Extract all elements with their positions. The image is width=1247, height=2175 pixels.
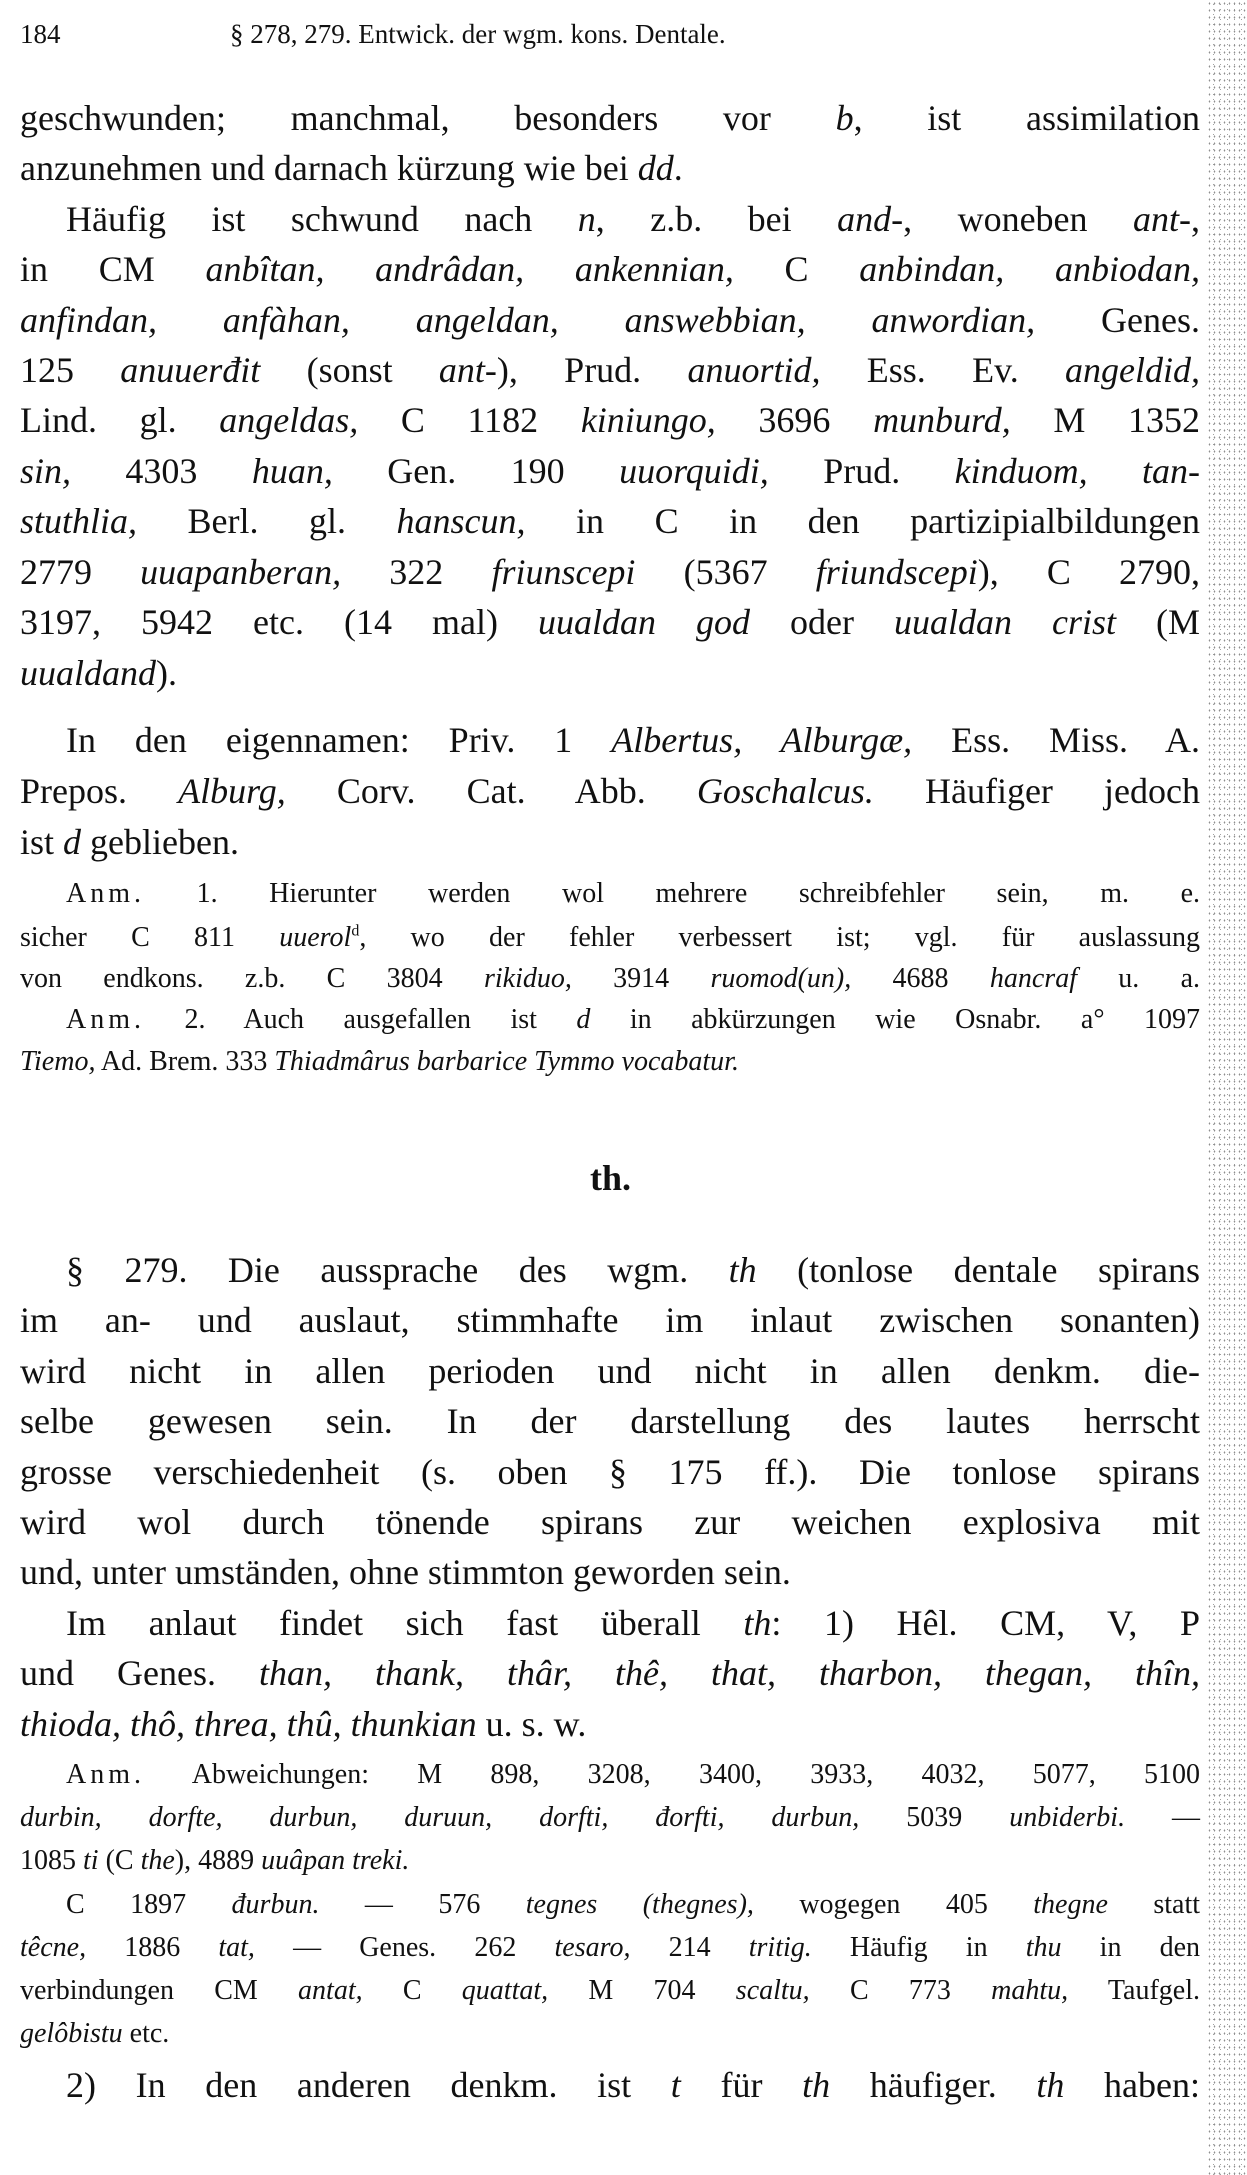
text-run: etc.	[122, 2018, 170, 2049]
italic-text: durbin, dorfte, durbun, duruun, dorfti, đorfti, durbun,	[20, 1802, 860, 1833]
body-text-line	[66, 722, 1200, 762]
italic-text: thu	[1025, 1932, 1062, 1963]
text-run: wird nicht in allen perioden und nicht in allen denkm. die-	[20, 1351, 1200, 1391]
text-run: C	[362, 1975, 462, 2006]
italic-text: Tiemo,	[20, 1046, 96, 1077]
italic-text: unbiderbi.	[1009, 1802, 1126, 1833]
italic-text: d	[63, 822, 82, 862]
text-run: C 1897	[66, 1889, 232, 1920]
text-run: — 576	[319, 1889, 526, 1920]
note-text-line	[20, 1048, 1200, 1080]
body-text-line	[20, 604, 1200, 644]
italic-text: ti	[83, 1845, 99, 1876]
text-run: In den eigennamen: Priv. 1	[66, 720, 612, 760]
italic-text: tegnes (thegnes),	[525, 1889, 754, 1920]
text-run: 1. Hierunter werden wol mehrere schreibfehler sein, m. e.	[145, 878, 1200, 909]
italic-text: anfindan, anfàhan, angeldan, answebbian, anwordian,	[20, 300, 1036, 340]
italic-text: uuerol	[279, 922, 352, 953]
italic-text: ant-	[438, 350, 497, 390]
text-run: Anm.	[66, 1759, 145, 1790]
italic-text: the	[140, 1845, 175, 1876]
italic-text: tat,	[218, 1932, 255, 1963]
text-run: in C in den partizipialbildungen	[525, 501, 1200, 541]
body-text-line	[20, 1706, 1200, 1746]
italic-text: tesaro,	[554, 1932, 631, 1963]
text-run: anzunehmen und darnach kürzung wie bei	[20, 148, 638, 188]
running-title: § 278, 279. Entwick. der wgm. kons. Dentale.	[230, 19, 726, 49]
text-run: in CM	[20, 249, 206, 289]
body-text-line	[66, 1605, 1200, 1645]
text-run: wird wol durch tönende spirans zur weichen explosiva mit	[20, 1502, 1200, 1542]
text-run: , z.b. bei	[595, 199, 838, 239]
italic-text: d	[576, 1004, 591, 1035]
text-run: oder	[749, 602, 894, 642]
text-run: 4303	[71, 451, 252, 491]
superscript-text: d	[351, 922, 360, 940]
text-run: 3914	[571, 963, 711, 994]
text-run: Häufig ist schwund nach	[66, 199, 578, 239]
body-text-line	[66, 201, 1200, 241]
text-run: ), Prud.	[496, 350, 688, 390]
text-run: — Genes. 262	[254, 1932, 555, 1963]
text-run: in abkürzungen wie Osnabr. a° 1097	[590, 1004, 1200, 1035]
text-run: : 1) Hêl. CM, V, P	[771, 1603, 1200, 1643]
note-text-line	[66, 1891, 1200, 1923]
text-run: Corv. Cat. Abb.	[285, 771, 697, 811]
text-run: Prud.	[768, 451, 955, 491]
italic-text: th	[802, 2065, 831, 2105]
note-text-line	[20, 1934, 1200, 1966]
text-run: Häufiger jedoch	[873, 771, 1200, 811]
body-text-line	[20, 554, 1200, 594]
body-text-line	[20, 251, 1200, 291]
text-run: Anm.	[66, 878, 145, 909]
text-run: ), 4889	[174, 1845, 262, 1876]
italic-text: Albertus, Alburgæ,	[611, 720, 913, 760]
text-run: und, unter umständen, ohne stimmton geworden sein.	[20, 1552, 791, 1592]
body-text-line	[20, 1403, 1200, 1443]
text-run: , woneben	[903, 199, 1133, 239]
text-run: Ad. Brem. 333	[95, 1046, 275, 1077]
scanned-page-edge	[1207, 0, 1247, 2175]
text-run: verbindungen CM	[20, 1975, 299, 2006]
text-run: C	[733, 249, 860, 289]
italic-text: b	[835, 98, 854, 138]
italic-text: th	[728, 1250, 757, 1290]
text-run: Taufgel.	[1068, 1975, 1200, 2006]
body-text-line	[66, 2067, 1200, 2107]
text-run: (5367	[635, 552, 816, 592]
italic-text: têcne,	[20, 1932, 87, 1963]
italic-text: t	[670, 2065, 681, 2105]
note-text-line	[66, 1761, 1200, 1793]
text-run: 3197, 5942 etc. (14 mal)	[20, 602, 538, 642]
body-text-line	[20, 302, 1200, 342]
italic-text: hanscun,	[396, 501, 526, 541]
text-run: Ess. Ev.	[820, 350, 1066, 390]
italic-text: đurbun.	[231, 1889, 320, 1920]
text-run: 2) In den anderen denkm. ist	[66, 2065, 671, 2105]
body-text-line	[20, 402, 1200, 442]
italic-text: uualdand	[20, 653, 157, 693]
italic-text: stuthlia,	[20, 501, 138, 541]
text-run: Genes.	[1035, 300, 1200, 340]
italic-text: hancraf	[989, 963, 1077, 994]
text-run: (C	[98, 1845, 141, 1876]
note-text-line	[20, 924, 1200, 956]
text-run: C 1182	[358, 400, 581, 440]
text-run: in den	[1061, 1932, 1201, 1963]
section-heading: th.	[590, 1158, 632, 1198]
italic-text: kiniungo,	[580, 400, 716, 440]
text-run: häufiger.	[830, 2065, 1037, 2105]
text-run: geschwunden; manchmal, besonders vor	[20, 98, 836, 138]
text-run: ).	[156, 653, 178, 693]
text-run: u. s. w.	[476, 1704, 587, 1744]
text-run: von endkons. z.b. C 3804	[20, 963, 484, 994]
italic-text: huan,	[251, 451, 333, 491]
text-run: geblieben.	[81, 822, 239, 862]
italic-text: and-	[837, 199, 904, 239]
italic-text: anbîtan, andrâdan, ankennian,	[205, 249, 734, 289]
italic-text: uuorquidi,	[619, 451, 769, 491]
italic-text: than, thank, thâr, thê, that, tharbon, thegan, thîn,	[258, 1653, 1201, 1693]
note-text-line	[20, 2020, 1200, 2052]
text-run: 4688	[851, 963, 990, 994]
text-run: 2. Auch ausgefallen ist	[145, 1004, 577, 1035]
text-run: C 773	[809, 1975, 992, 2006]
note-text-line	[20, 1804, 1200, 1836]
text-run: Berl. gl.	[137, 501, 397, 541]
text-run: Prepos.	[20, 771, 179, 811]
italic-text: quattat,	[461, 1975, 549, 2006]
italic-text: anuuerđit	[120, 350, 261, 390]
body-text-line	[20, 453, 1200, 493]
body-text-line	[66, 1252, 1200, 1292]
italic-text: uualdan crist	[893, 602, 1116, 642]
italic-text: uualdan god	[537, 602, 750, 642]
text-run: selbe gewesen sein. In der darstellung des lautes herrscht	[20, 1401, 1200, 1441]
text-run: u. a.	[1076, 963, 1201, 994]
italic-text: angeldid,	[1065, 350, 1200, 390]
text-run: , ist assimilation	[853, 98, 1200, 138]
text-run: ,	[1190, 199, 1200, 239]
body-text-line	[20, 773, 1200, 813]
text-run: Lind. gl.	[20, 400, 220, 440]
text-run: und Genes.	[20, 1653, 259, 1693]
text-run: Im anlaut findet sich fast überall	[66, 1603, 744, 1643]
body-text-line	[20, 1655, 1200, 1695]
note-text-line	[20, 1847, 1200, 1879]
text-run: Abweichungen: M 898, 3208, 3400, 3933, 4032, 5077, 5100	[145, 1759, 1200, 1790]
italic-text: kinduom, tan-	[954, 451, 1201, 491]
italic-text: tritig.	[748, 1932, 812, 1963]
text-run: (tonlose dentale spirans	[756, 1250, 1200, 1290]
italic-text: antat,	[298, 1975, 363, 2006]
italic-text: uuâpan treki.	[261, 1845, 410, 1876]
body-text-line	[20, 1353, 1200, 1393]
text-run: M 1352	[1010, 400, 1200, 440]
text-run: (sonst	[260, 350, 439, 390]
text-run: wogegen 405	[753, 1889, 1034, 1920]
text-run: Häufig in	[811, 1932, 1026, 1963]
italic-text: angeldas,	[219, 400, 359, 440]
italic-text: Goschalcus.	[696, 771, 874, 811]
body-text-line	[20, 150, 1200, 190]
text-run: —	[1125, 1802, 1201, 1833]
text-run: statt	[1107, 1889, 1200, 1920]
body-text-line	[20, 503, 1200, 543]
text-run: Anm.	[66, 1004, 145, 1035]
italic-text: dd	[637, 148, 674, 188]
text-run: 5039	[859, 1802, 1010, 1833]
text-run: 1886	[86, 1932, 219, 1963]
text-run: Gen. 190	[332, 451, 620, 491]
italic-text: th	[743, 1603, 772, 1643]
text-run: 214	[630, 1932, 749, 1963]
italic-text: gelôbistu	[20, 2018, 123, 2049]
text-run: ), C 2790,	[977, 552, 1201, 592]
text-run: , wo der fehler verbessert ist; vgl. für auslassung	[359, 922, 1201, 953]
italic-text: friunscepi	[491, 552, 636, 592]
body-text-line	[20, 352, 1200, 392]
note-text-line	[20, 965, 1200, 997]
text-run: 3696	[715, 400, 874, 440]
text-run: 1085	[20, 1845, 83, 1876]
body-text-line	[20, 1454, 1200, 1494]
body-text-line	[20, 100, 1200, 140]
text-run: Ess. Miss. A.	[912, 720, 1200, 760]
body-text-line	[20, 1302, 1200, 1342]
body-text-line	[20, 1504, 1200, 1544]
italic-text: anuortid,	[687, 350, 821, 390]
italic-text: uuapanberan,	[140, 552, 342, 592]
text-run: § 279. Die aussprache des wgm.	[66, 1250, 729, 1290]
text-run: 322	[341, 552, 492, 592]
text-run: haben:	[1064, 2065, 1201, 2105]
text-run: 125	[20, 350, 121, 390]
italic-text: Thiadmârus barbarice Tymmo vocabatur.	[274, 1046, 739, 1077]
text-run: grosse verschiedenheit (s. oben § 175 ff.). Die tonlose spirans	[20, 1452, 1200, 1492]
italic-text: mahtu,	[991, 1975, 1069, 2006]
italic-text: thioda, thô, threa, thû, thunkian	[20, 1704, 477, 1744]
italic-text: thegne	[1033, 1889, 1108, 1920]
body-text-line	[20, 824, 1200, 864]
text-run: für	[680, 2065, 803, 2105]
italic-text: friundscepi	[815, 552, 978, 592]
text-run: im an- und auslaut, stimmhafte im inlaut zwischen sonanten)	[20, 1300, 1200, 1340]
text-run: 2779	[20, 552, 141, 592]
text-run: sicher C 811	[20, 922, 280, 953]
italic-text: n	[577, 199, 596, 239]
page-number: 184	[20, 19, 61, 49]
italic-text: munburd,	[873, 400, 1011, 440]
italic-text: th	[1036, 2065, 1065, 2105]
text-run: ist	[20, 822, 64, 862]
text-run: (M	[1115, 602, 1200, 642]
body-text-line	[20, 1554, 1200, 1594]
italic-text: rikiduo,	[483, 963, 572, 994]
italic-text: Alburg,	[178, 771, 286, 811]
text-run: M 704	[548, 1975, 736, 2006]
italic-text: anbindan, anbiodan,	[859, 249, 1200, 289]
italic-text: sin,	[20, 451, 72, 491]
body-text-line	[20, 655, 1200, 695]
italic-text: scaltu,	[735, 1975, 810, 2006]
text-run: .	[673, 148, 683, 188]
italic-text: ruomod(un),	[710, 963, 852, 994]
note-text-line	[66, 880, 1200, 912]
note-text-line	[66, 1006, 1200, 1038]
italic-text: ant-	[1132, 199, 1191, 239]
note-text-line	[20, 1977, 1200, 2009]
